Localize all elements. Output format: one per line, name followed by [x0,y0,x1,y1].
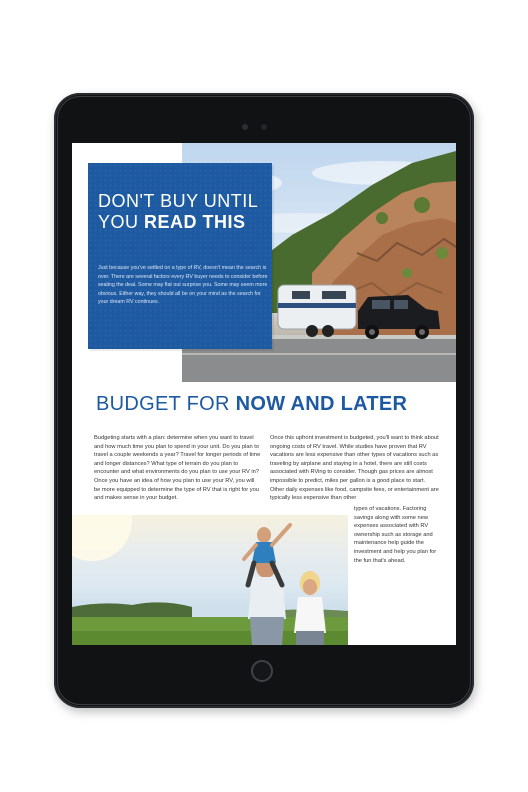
body-column-left: Budgeting starts with a plan: determine when you want to travel and how much time you plan to spend in your unit. Do you plan to travel a couple weekends a year? Travel for longer periods of time and longer distances? What type of terrain do you plan to encounter and what environments do you plan to use your RV in? Once you have an idea of how you plan to use your RV, you will be more equipped to determine the type of RV that is right for you and makes sense in your budget. [94,435,261,502]
camera-icon [242,124,248,130]
sensor-icon [261,124,267,130]
body-column-right-wrap: types of vacations. Factoring savings along with some new expenses associated with RV ownership such as storage and maintenance help guide the investment and help you plan for the fun that's ahead. [354,506,437,564]
section-heading [96,393,456,416]
feature-callout-box [88,163,272,349]
hero-heading-line2b: READ THIS [144,212,246,232]
family-photo [72,515,348,645]
tablet-screen [72,143,456,645]
hero-heading-line2a: YOU [98,212,145,232]
hero-heading [98,191,268,233]
hero-intro-text: Just because you've settled on a type of RV, doesn't mean the search is over. There are several factors every RV buyer needs to consider before sealing the deal. Some may flat out surprise you. Some may seem more obvious. Either way, they should all be on your mind as the search for your dream RV continues. [98,265,268,305]
section-heading-part2: NOW AND LATER [235,393,408,415]
section-heading-part1: BUDGET FOR [96,393,236,415]
body-column-right: Once this upfront investment is budgeted, you'll want to think about ongoing costs of RV travel. While studies have proven that RV vacations are less expensive than other types of vacations such as traveling by airplane and staying in a hotel, there are still costs associated with RVing to consider. Though gas prices are almost impossible to predict, miles per gallon is a good place to start. Other daily expenses like food, campsite fees, or entertainment are typically less expensive than other [270,435,439,502]
home-button[interactable] [251,660,273,682]
hero-heading-line1: DON'T BUY UNTIL [98,191,259,211]
